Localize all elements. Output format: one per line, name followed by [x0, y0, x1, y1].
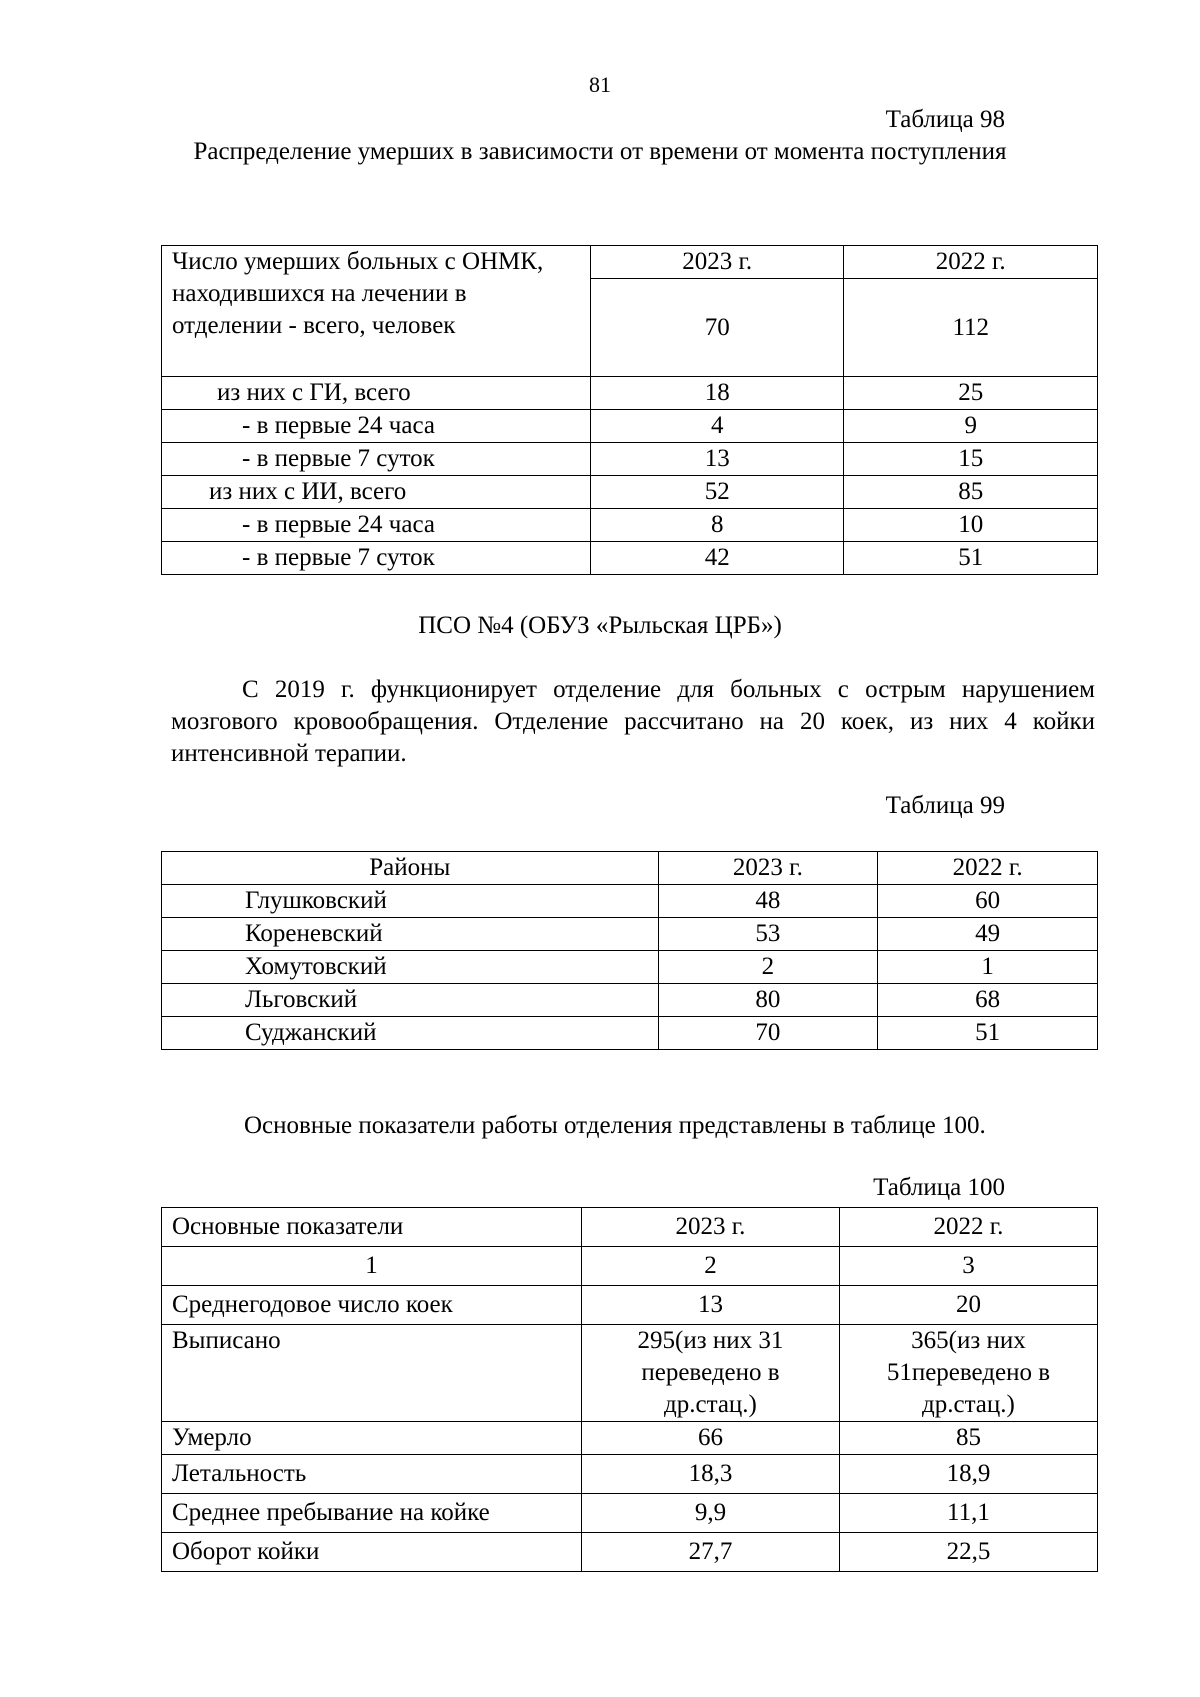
- table-98-row-label: - в первые 24 часа: [162, 509, 591, 542]
- table-row: [162, 1017, 1098, 1050]
- table-99-district: Льговский: [162, 984, 659, 1017]
- table-99-header-2023: 2023 г.: [658, 852, 878, 885]
- table-98-cell: 4: [590, 410, 844, 443]
- table-row: [162, 852, 1098, 885]
- table-98-row-label: - в первые 24 часа: [162, 410, 591, 443]
- table-98-cell: 10: [844, 509, 1098, 542]
- table-row: [162, 885, 1098, 918]
- table-99-cell: 2: [658, 951, 878, 984]
- table-99-cell: 1: [878, 951, 1098, 984]
- page-number: 81: [589, 72, 611, 97]
- table-100-row-label: Оборот койки: [162, 1533, 582, 1572]
- table-100-row-label: Летальность: [162, 1455, 582, 1494]
- table-row: [162, 509, 1098, 542]
- table-99-cell: 80: [658, 984, 878, 1017]
- table-row: [162, 246, 1098, 279]
- table-row: [162, 476, 1098, 509]
- table-98-header-2023: 2023 г.: [590, 246, 844, 279]
- table-100-cell: 18,3: [582, 1455, 840, 1494]
- table-row: [162, 918, 1098, 951]
- table-99-caption: Таблица 99: [885, 792, 1005, 819]
- table-100-row-label: Умерло: [162, 1422, 582, 1455]
- table-98-row-label: из них с ИИ, всего: [162, 476, 591, 509]
- table-row: [162, 1455, 1098, 1494]
- table-100-row-label: Выписано: [162, 1325, 582, 1422]
- table-98-cell: 18: [590, 377, 844, 410]
- table-98-cell: 8: [590, 509, 844, 542]
- table-98-cell: 13: [590, 443, 844, 476]
- table-99-cell: 48: [658, 885, 878, 918]
- table-100-intro: Основные показатели работы отделения представлены в таблице 100.: [244, 1112, 986, 1139]
- table-99-header-districts: Районы: [162, 852, 659, 885]
- table-row: [162, 1422, 1098, 1455]
- table-row: [162, 984, 1098, 1017]
- table-99-cell: 49: [878, 918, 1098, 951]
- table-98-cell: 52: [590, 476, 844, 509]
- table-98-header-2022: 2022 г.: [844, 246, 1098, 279]
- table-row: [162, 377, 1098, 410]
- table-99-district: Глушковский: [162, 885, 659, 918]
- table-98-caption: Таблица 98: [885, 106, 1005, 133]
- table-100-header-indicators: Основные показатели: [162, 1208, 582, 1247]
- table-100-cell: 20: [839, 1286, 1097, 1325]
- table-row: [162, 1533, 1098, 1572]
- table-row: [162, 1325, 1098, 1422]
- table-100-header-2023: 2023 г.: [582, 1208, 840, 1247]
- table-99: [161, 851, 1098, 1050]
- table-row: [162, 443, 1098, 476]
- table-row: [162, 1208, 1098, 1247]
- table-99-cell: 60: [878, 885, 1098, 918]
- table-100-header-2022: 2022 г.: [839, 1208, 1097, 1247]
- table-99-district: Суджанский: [162, 1017, 659, 1050]
- table-100-col-number: 1: [162, 1247, 582, 1286]
- table-100-cell: 27,7: [582, 1533, 840, 1572]
- table-100-cell: 11,1: [839, 1494, 1097, 1533]
- table-100-caption: Таблица 100: [873, 1174, 1005, 1201]
- table-98-total-label: Число умерших больных с ОНМК, находившихся на лечении в отделении - всего, человек: [162, 246, 591, 377]
- table-row: [162, 1494, 1098, 1533]
- table-100: [161, 1207, 1098, 1572]
- table-98-cell: 42: [590, 542, 844, 575]
- table-99-district: Кореневский: [162, 918, 659, 951]
- table-98-total-2022: 112: [844, 279, 1098, 377]
- table-100-cell: 66: [582, 1422, 840, 1455]
- table-98-total-2023: 70: [590, 279, 844, 377]
- table-row: [162, 1286, 1098, 1325]
- table-100-cell: 13: [582, 1286, 840, 1325]
- table-100-row-label: Среднее пребывание на койке: [162, 1494, 582, 1533]
- table-99-cell: 51: [878, 1017, 1098, 1050]
- table-99-district: Хомутовский: [162, 951, 659, 984]
- table-100-col-number: 2: [582, 1247, 840, 1286]
- table-98-cell: 9: [844, 410, 1098, 443]
- table-99-cell: 53: [658, 918, 878, 951]
- table-99-cell: 68: [878, 984, 1098, 1017]
- intro-paragraph: С 2019 г. функционирует отделение для больных с острым нарушением мозгового кровообращения. Отделение рассчитано на 20 коек, из них 4 койки интенсивной терапии.: [171, 676, 1095, 767]
- table-row: [162, 951, 1098, 984]
- table-100-cell: 18,9: [839, 1455, 1097, 1494]
- table-98-row-label: из них с ГИ, всего: [162, 377, 591, 410]
- section-heading: ПСО №4 (ОБУЗ «Рыльская ЦРБ»): [418, 612, 782, 639]
- table-100-cell: 295(из них 31 переведено в др.стац.): [582, 1325, 840, 1422]
- table-98-cell: 85: [844, 476, 1098, 509]
- table-98-cell: 25: [844, 377, 1098, 410]
- table-100-cell: 365(из них 51переведено в др.стац.): [839, 1325, 1097, 1422]
- table-row: [162, 542, 1098, 575]
- table-98-cell: 15: [844, 443, 1098, 476]
- table-100-cell: 9,9: [582, 1494, 840, 1533]
- table-98-row-label: - в первые 7 суток: [162, 443, 591, 476]
- table-100-cell: 85: [839, 1422, 1097, 1455]
- table-100-cell: 22,5: [839, 1533, 1097, 1572]
- table-99-cell: 70: [658, 1017, 878, 1050]
- table-98-cell: 51: [844, 542, 1098, 575]
- table-99-header-2022: 2022 г.: [878, 852, 1098, 885]
- table-row: [162, 1247, 1098, 1286]
- table-100-row-label: Среднегодовое число коек: [162, 1286, 582, 1325]
- table-98-row-label: - в первые 7 суток: [162, 542, 591, 575]
- table-100-col-number: 3: [839, 1247, 1097, 1286]
- table-98: [161, 245, 1098, 575]
- table-row: [162, 410, 1098, 443]
- table-98-title: Распределение умерших в зависимости от времени от момента поступления: [193, 138, 1007, 165]
